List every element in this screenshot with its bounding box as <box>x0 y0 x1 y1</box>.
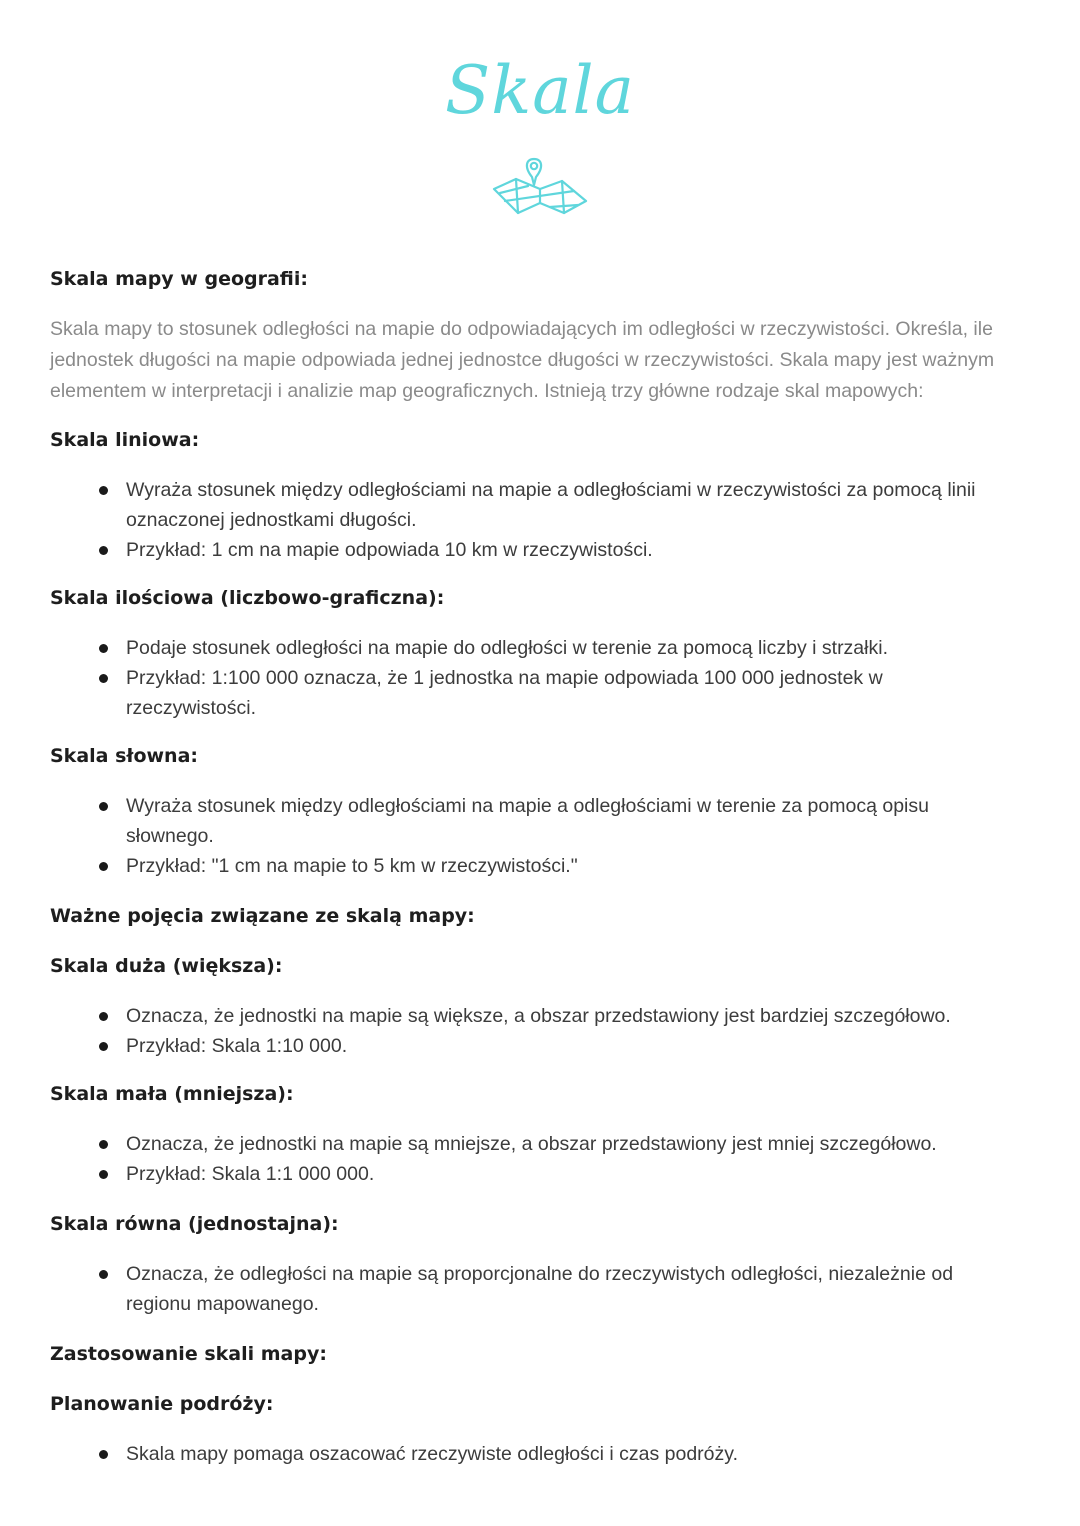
section-heading-geografia: Skala mapy w geografii: <box>50 268 309 290</box>
list-slowna <box>50 791 1010 881</box>
section-heading-pojecia: Ważne pojęcia związane ze skalą mapy: <box>50 905 475 927</box>
bullet-icon <box>99 1270 108 1279</box>
section-heading-slowna: Skala słowna: <box>50 745 199 767</box>
list-item: Przykład: "1 cm na mapie to 5 km w rzeczywistości." <box>126 851 1010 881</box>
list-ilosciowa <box>50 633 1010 723</box>
list-item: Przykład: 1 cm na mapie odpowiada 10 km w rzeczywistości. <box>126 535 1010 565</box>
section-heading-rowna: Skala równa (jednostajna): <box>50 1213 339 1235</box>
bullet-icon <box>99 644 108 653</box>
intro-paragraph: Skala mapy to stosunek odległości na mapie do odpowiadających im odległości w rzeczywistości. Określa, ile jednostek długości na mapie odpowiada jednej jednostce długości w rzeczywistości. Skala mapy jest ważnym elementem w interpretacji i analizie map geograficznych. Istnieją trzy główne rodzaje skal mapowych: <box>50 318 995 402</box>
bullet-icon <box>99 674 108 683</box>
list-duza <box>50 1001 1010 1061</box>
page-title: Skala <box>444 52 635 129</box>
list-item: Przykład: 1:100 000 oznacza, że 1 jednostka na mapie odpowiada 100 000 jednostek w rzeczywistości. <box>126 663 1010 723</box>
list-rowna <box>50 1259 1010 1319</box>
list-liniowa <box>50 475 1010 565</box>
bullet-icon <box>99 802 108 811</box>
bullet-icon <box>99 546 108 555</box>
list-item: Skala mapy pomaga oszacować rzeczywiste odległości i czas podróży. <box>126 1439 1010 1469</box>
section-heading-ilosciowa: Skala ilościowa (liczbowo-graficzna): <box>50 587 445 609</box>
list-item: Przykład: Skala 1:10 000. <box>126 1031 1010 1061</box>
bullet-icon <box>99 486 108 495</box>
list-mala <box>50 1129 1010 1189</box>
map-pin-icon <box>488 155 592 225</box>
list-item: Oznacza, że jednostki na mapie są mniejsze, a obszar przedstawiony jest mniej szczegółowo. <box>126 1129 1010 1159</box>
bullet-icon <box>99 1012 108 1021</box>
list-item: Przykład: Skala 1:1 000 000. <box>126 1159 1010 1189</box>
list-item: Wyraża stosunek między odległościami na mapie a odległościami w rzeczywistości za pomocą linii oznaczonej jednostkami długości. <box>126 475 1010 535</box>
section-heading-mala: Skala mała (mniejsza): <box>50 1083 294 1105</box>
list-item: Wyraża stosunek między odległościami na mapie a odległościami w terenie za pomocą opisu słownego. <box>126 791 1010 851</box>
list-item: Oznacza, że odległości na mapie są proporcjonalne do rzeczywistych odległości, niezależnie od regionu mapowanego. <box>126 1259 1010 1319</box>
section-heading-duza: Skala duża (większa): <box>50 955 283 977</box>
section-heading-podroz: Planowanie podróży: <box>50 1393 274 1415</box>
list-podroz <box>50 1439 1010 1469</box>
section-heading-zastosowanie: Zastosowanie skali mapy: <box>50 1343 327 1365</box>
section-heading-liniowa: Skala liniowa: <box>50 429 200 451</box>
bullet-icon <box>99 862 108 871</box>
list-item: Podaje stosunek odległości na mapie do odległości w terenie za pomocą liczby i strzałki. <box>126 633 1010 663</box>
document-body <box>50 268 1010 1469</box>
bullet-icon <box>99 1140 108 1149</box>
list-item: Oznacza, że jednostki na mapie są większe, a obszar przedstawiony jest bardziej szczegółowo. <box>126 1001 1010 1031</box>
bullet-icon <box>99 1170 108 1179</box>
bullet-icon <box>99 1450 108 1459</box>
bullet-icon <box>99 1042 108 1051</box>
